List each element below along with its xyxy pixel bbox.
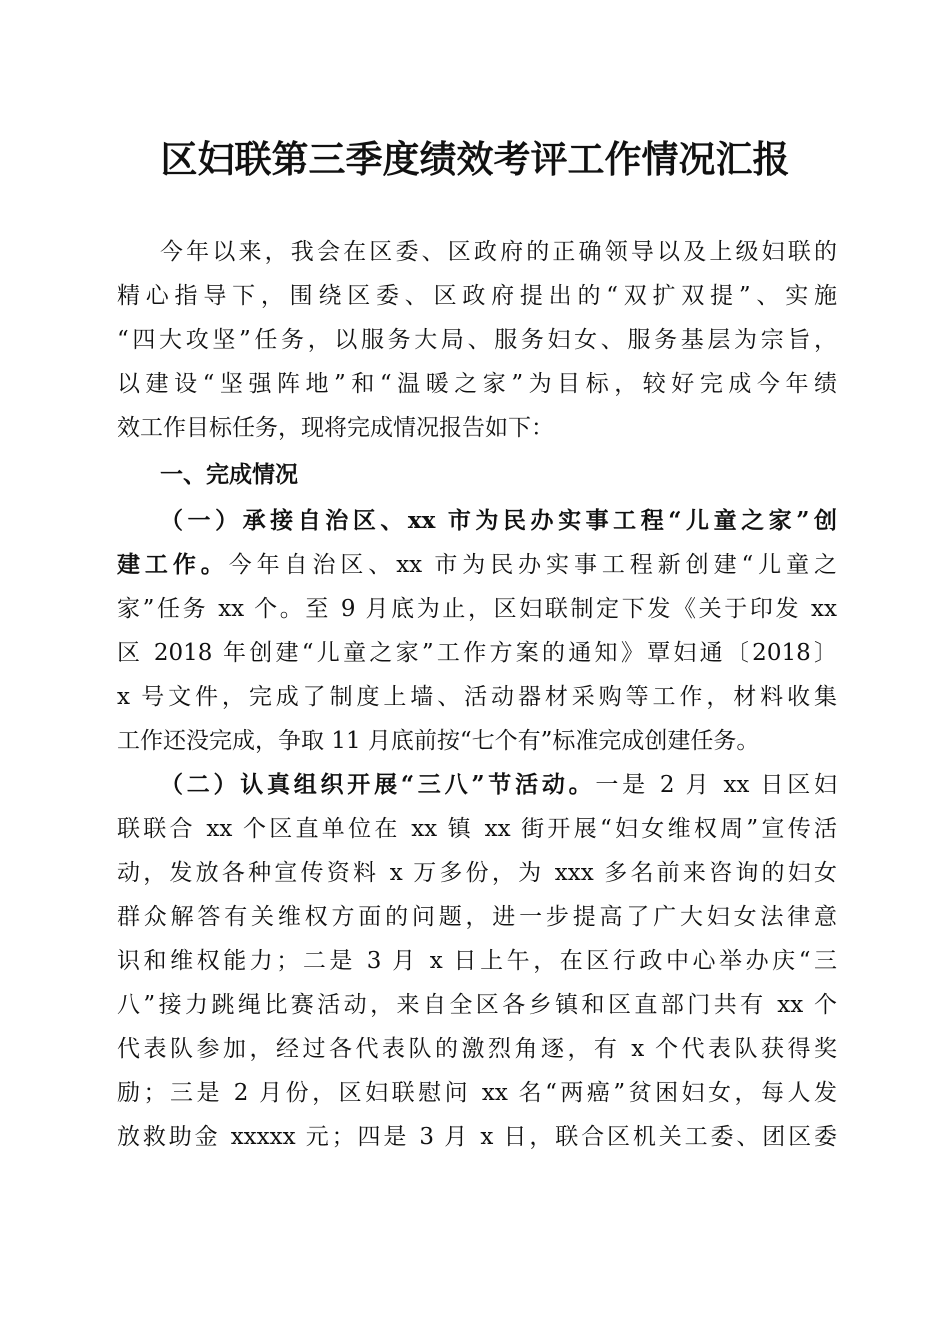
item-2-line: 代表队参加，经过各代表队的激烈角逐，有 x 个代表队获得奖: [117, 1036, 837, 1062]
item-2-line: 八”接力跳绳比赛活动，来自全区各乡镇和区直部门共有 xx 个: [117, 992, 837, 1018]
section-heading: 一、完成情况: [160, 462, 298, 488]
intro-line: 今年以来，我会在区委、区政府的正确领导以及上级妇联的: [160, 239, 837, 265]
intro-line: 以建设“坚强阵地”和“温暖之家”为目标，较好完成今年绩: [117, 371, 837, 397]
document-title: 区妇联第三季度绩效考评工作情况汇报: [160, 137, 790, 181]
intro-line: 效工作目标任务，现将完成情况报告如下：: [117, 415, 554, 441]
item-1-line: x 号文件，完成了制度上墙、活动器材采购等工作，材料收集: [117, 684, 837, 710]
item-1-line: 工作还没完成，争取 11 月底前按“七个有”标准完成创建任务。: [117, 728, 760, 754]
item-2-line: 联联合 xx 个区直单位在 xx 镇 xx 街开展“妇女维权周”宣传活: [117, 816, 837, 842]
item-2-line: 放救助金 xxxxx 元；四是 3 月 x 日，联合区机关工委、团区委: [117, 1124, 837, 1150]
item-1-line: 家”任务 xx 个。至 9 月底为止，区妇联制定下发《关于印发 xx: [117, 596, 837, 622]
item-1-heading-tail: 建工作。: [117, 551, 229, 578]
item-2-line: [160, 769, 837, 801]
item-1-heading-line: （一）承接自治区、xx 市为民办实事工程“儿童之家”创: [160, 507, 837, 534]
item-2-heading: （二）认真组织开展“三八”节活动。: [160, 771, 596, 798]
item-1-line: [117, 549, 837, 581]
intro-line: “四大攻坚”任务，以服务大局、服务妇女、服务基层为宗旨，: [117, 327, 837, 353]
item-1-text: 今年自治区、xx 市为民办实事工程新创建“儿童之: [228, 552, 838, 578]
item-2-line: 识和维权能力；二是 3 月 x 日上午，在区行政中心举办庆“三: [117, 948, 837, 974]
item-2-text: 一是 2 月 xx 日区妇: [595, 772, 837, 798]
item-2-line: 励；三是 2 月份，区妇联慰问 xx 名“两癌”贫困妇女，每人发: [117, 1080, 837, 1106]
item-2-line: 群众解答有关维权方面的问题，进一步提高了广大妇女法律意: [117, 904, 837, 930]
item-2-line: 动，发放各种宣传资料 x 万多份，为 xxx 多名前来咨询的妇女: [117, 860, 837, 886]
intro-line: 精心指导下，围绕区委、区政府提出的“双扩双提”、实施: [117, 283, 837, 309]
item-1-line: 区 2018 年创建“儿童之家”工作方案的通知》覃妇通〔2018〕: [117, 640, 837, 666]
